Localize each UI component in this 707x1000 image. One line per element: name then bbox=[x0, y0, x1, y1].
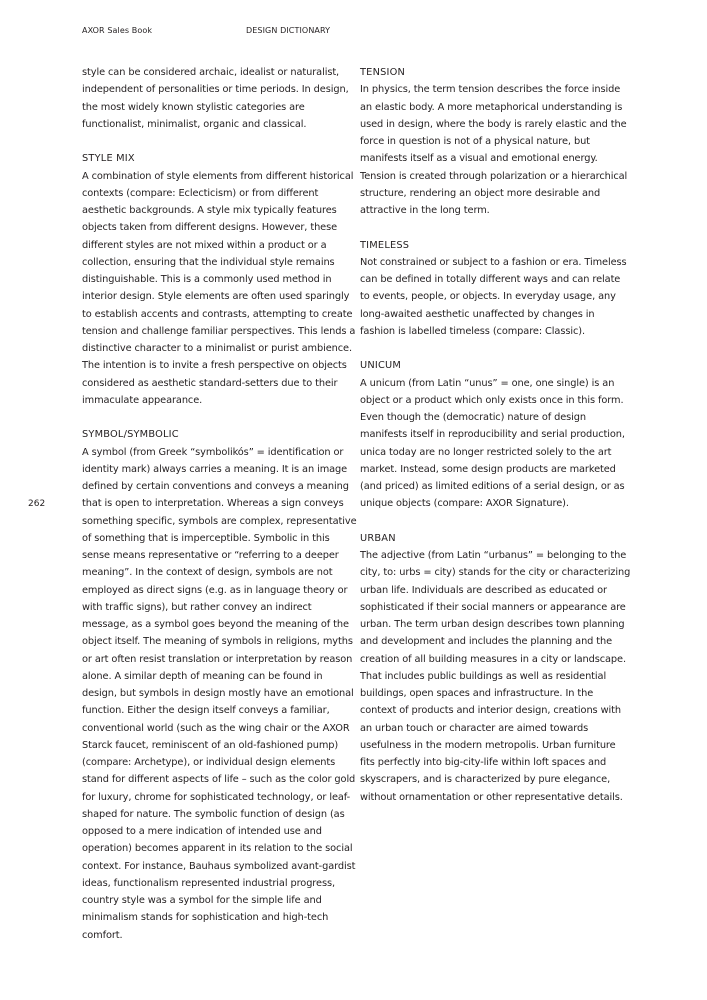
dictionary-entry-tension bbox=[360, 64, 632, 219]
entry-term: SYMBOL/SYMBOLIC bbox=[82, 429, 179, 441]
page-number: 262 bbox=[28, 499, 46, 509]
entry-term: STYLE MIX bbox=[82, 153, 135, 165]
dictionary-entry-symbol bbox=[82, 426, 360, 944]
running-header-section-title: DESIGN DICTIONARY bbox=[246, 26, 331, 35]
entry-term: TIMELESS bbox=[360, 239, 410, 251]
dictionary-entry-style-mix bbox=[82, 150, 360, 409]
dictionary-entry-unicum bbox=[360, 357, 632, 512]
entry-definition: The adjective (from Latin “urbanus” = belonging to the city, to: urbs = city) stands for the city or characterizing urban life. Individuals are described as educated or sophisticated if their social manners or appearance are urban. The term urban design describes town planning and development and includes the planning and the creation of all building measures in a city or landscape. That includes public buildings as well as residential buildings, open spaces and infrastructure. In the context of products and interior design, creations with an urban touch or character are aimed towards usefulness in the modern metropolis. Urban furniture fits perfectly into big-city-life within loft spaces and skyscrapers, and is characterized by pure elegance, without ornamentation or other representative details. bbox=[360, 550, 631, 803]
entry-definition: Not constrained or subject to a fashion or era. Timeless can be defined in totally different ways and can relate to events, people, or objects. In everyday usage, any long-awaited aesthetic unaffected by changes in fashion is labelled timeless (compare: Classic). bbox=[360, 256, 627, 337]
entry-term: TENSION bbox=[360, 67, 406, 78]
entry-definition: A unicum (from Latin “unus” = one, one single) is an object or a product which only exists once in this form. Even though the (democratic) nature of design manifests itself in reproducibility and serial production, unica today are no longer restricted solely to the art market. Instead, some design products are marketed (and priced) as limited editions of a serial design, or as unique objects (compare: AXOR Signature). bbox=[360, 377, 625, 510]
left-column bbox=[82, 64, 360, 944]
entry-definition: A combination of style elements from different historical contexts (compare: Eclecticism) or from different aesthetic backgrounds. A style mix typically features objects taken from different designs. However, these different styles are not mixed within a product or a collection, ensuring that the individual style remains distinguishable. This is a commonly used method in interior design. Style elements are often used sparingly to establish accents and contrasts, attempting to create tension and challenge familiar perspectives. This lends a distinctive character to a minimalist or purist ambience. The intention is to invite a fresh perspective on objects considered as aesthetic standard-setters due to their immaculate appearance. bbox=[82, 170, 356, 406]
entry-term: URBAN bbox=[360, 532, 396, 544]
continued-entry-text: style can be considered archaic, idealist or naturalist, independent of personalities or time periods. In design, the most widely known stylistic categories are functionalist, minimalist, organic and classical. bbox=[82, 67, 349, 130]
right-column bbox=[360, 64, 632, 806]
entry-term: UNICUM bbox=[360, 360, 402, 372]
running-header-book-title: AXOR Sales Book bbox=[82, 26, 153, 35]
dictionary-entry-timeless bbox=[360, 237, 632, 341]
entry-definition: In physics, the term tension describes the force inside an elastic body. A more metaphorical understanding is used in design, where the body is rarely elastic and the force in question is not of a physical nature, but manifests itself as a visual and emotional energy. Tension is created through polarization or a hierarchical structure, rendering an object more desirable and attractive in the long term. bbox=[360, 84, 628, 216]
entry-definition: A symbol (from Greek “symbolikós” = identification or identity mark) always carries a meaning. It is an image defined by certain conventions and conveys a meaning that is open to interpretation. Whereas a sign conveys something specific, symbols are complex, representative of something that is imperceptible. Symbolic in this sense means representative or “referring to a deeper meaning”. In the context of design, symbols are not employed as direct signs (e.g. as in language theory or with traffic signs), but rather convey an indirect message, as a symbol goes beyond the meaning of the object itself. The meaning of symbols in religions, myths or art often resist translation or interpretation by reason alone. A similar depth of meaning can be found in design, but symbols in design mostly have an emotional function. Either the design itself conveys a familiar, conventional world (such as the wing chair or the AXOR Starck faucet, reminiscent of an old-fashioned pump) (compare: Archetype), or individual design elements stand for different aspects of life – such as the color gold for luxury, chrome for sophisticated technology, or leaf-shaped for nature. The symbolic function of design (as opposed to a mere indication of intended use and operation) becomes apparent in its relation to the social context. For instance, Bauhaus symbolized avant-gardist ideas, functionalism represented industrial progress, country style was a symbol for the simple life and minimalism stands for sophistication and high-tech comfort. bbox=[82, 446, 357, 941]
dictionary-entry-urban bbox=[360, 530, 632, 806]
